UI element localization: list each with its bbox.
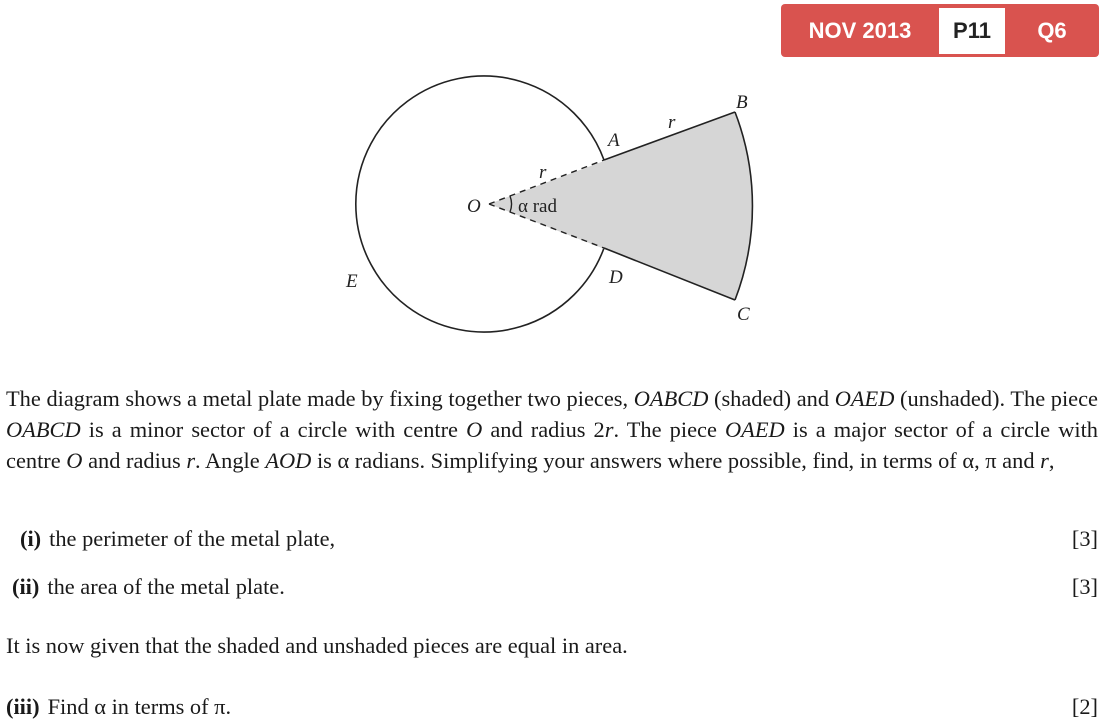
label-alpha-rad: α rad (518, 196, 557, 217)
label-c: C (737, 304, 750, 325)
part-iii-marks: [2] (1071, 694, 1098, 719)
part-ii-text: the area of the metal plate. (47, 574, 285, 599)
intro-text-run: . The piece (613, 417, 725, 442)
intro-italic-run: AOD (265, 448, 312, 473)
equal-area-note: It is now given that the shaded and unshaded pieces are equal in area. (6, 633, 628, 658)
intro-italic-run: r (604, 417, 614, 442)
badge-paper: P11 (939, 8, 1005, 54)
part-ii-number: (ii) (12, 574, 40, 599)
part-iii-number: (iii) (6, 694, 40, 719)
intro-italic-run: OAED (834, 386, 895, 411)
intro-italic-run: OABCD (6, 417, 81, 442)
part-i-marks: [3] (1071, 526, 1098, 551)
intro-text-run: is a minor sector of a circle with centre (80, 417, 467, 442)
label-o: O (467, 196, 481, 217)
intro-italic-run: r (186, 448, 196, 473)
intro-text-run: and radius 2 (482, 417, 605, 442)
intro-text-run: (shaded) and (708, 386, 835, 411)
intro-italic-run: O (466, 417, 483, 442)
part-i-text: the perimeter of the metal plate, (49, 526, 336, 551)
intro-text-run: (unshaded). The piece (894, 386, 1098, 411)
intro-text-run: , (1048, 448, 1055, 473)
intro-italic-run: r (1040, 448, 1049, 473)
intro-italic-run: OABCD (633, 386, 709, 411)
part-iii-text: Find α in terms of π. (47, 694, 232, 719)
label-r-outer: r (668, 112, 676, 133)
label-e: E (346, 271, 358, 292)
intro-text-run: is α radians. Simplifying your answers where possible, find, in terms of α, π and (311, 448, 1041, 473)
part-iii (6, 692, 1098, 722)
part-i (6, 524, 1098, 554)
part-i-number: (i) (20, 526, 42, 551)
part-ii-marks: [3] (1071, 574, 1098, 599)
label-r-small: r (539, 162, 547, 183)
intro-italic-run: O (66, 448, 83, 473)
intro-text-run: . Angle (195, 448, 266, 473)
badge-question: Q6 (1037, 17, 1067, 43)
question-intro (6, 383, 1098, 476)
intro-italic-run: OAED (724, 417, 785, 442)
intro-text-run: and radius (82, 448, 187, 473)
intro-text-run: is a major sector of a circle with centre (6, 417, 1099, 473)
part-ii (6, 572, 1098, 602)
label-a: A (608, 130, 620, 151)
label-b: B (736, 92, 748, 113)
intro-text-run: The diagram shows a metal plate made by fixing together two pieces, (6, 386, 634, 411)
badge-date: NOV 2013 (808, 17, 912, 43)
label-d: D (609, 267, 623, 288)
